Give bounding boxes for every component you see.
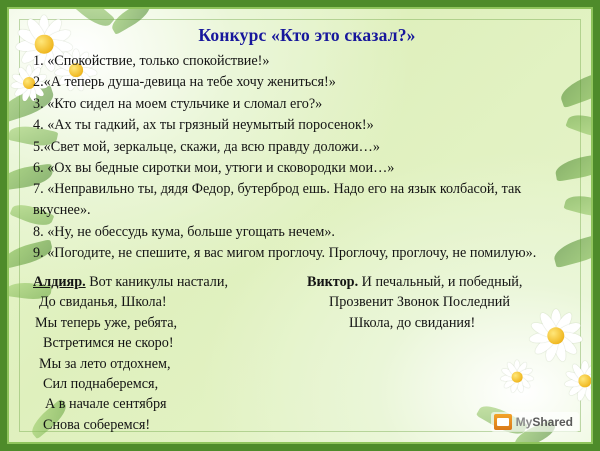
quote-item: 2.«А теперь душа-девица на тебе хочу жениться!» <box>33 74 336 91</box>
dialog-line: Встретимся не скоро! <box>43 335 174 352</box>
dialog-line: Мы теперь уже, ребята, <box>35 314 178 331</box>
dialog-column-right <box>307 272 581 436</box>
speaker-name-left: Алдияр. <box>33 273 86 290</box>
quote-list <box>33 51 581 264</box>
watermark-label <box>516 415 573 429</box>
dialog-line: Вот каникулы настали, <box>89 273 229 290</box>
quote-item: 5.«Свет мой, зеркальце, скажи, да всю правду доложи…» <box>33 138 380 155</box>
watermark-my: My <box>515 415 533 429</box>
slide-content <box>33 25 581 435</box>
quote-item: 3. «Кто сидел на моем стульчике и сломал его?» <box>33 95 323 112</box>
quote-item: 1. «Спокойствие, только спокойствие!» <box>33 53 270 69</box>
dialog-first-line-right <box>307 272 581 292</box>
quote-item: 4. «Ах ты гадкий, ах ты грязный неумытый поросенок!» <box>33 117 374 134</box>
dialog-line: И печальный, и победный, <box>361 273 523 290</box>
dialog-line: А в начале сентября <box>45 396 167 413</box>
quote-item: 8. «Ну, не обессудь кума, больше угощать нечем». <box>33 223 335 240</box>
dialog-column-left <box>33 272 307 436</box>
myshared-logo-icon <box>494 414 512 430</box>
quote-item: 9. «Погодите, не спешите, я вас мигом проглочу. Проглочу, проглочу, не помилую». <box>33 244 537 261</box>
watermark-shared: Shared <box>532 415 573 429</box>
dialog-line: Прозвенит Звонок Последний <box>329 294 510 311</box>
quote-item: 6. «Ох вы бедные сиротки мои, утюги и сковородки мои…» <box>33 159 395 176</box>
dialog-line: Снова соберемся! <box>43 416 151 433</box>
dialog-line: Сил поднаберемся, <box>43 375 159 392</box>
dialog-line: До свиданья, Школа! <box>39 294 167 311</box>
dialog-first-line-left <box>33 272 307 292</box>
dialog-line: Школа, до свидания! <box>349 314 476 331</box>
quote-item: 7. «Неправильно ты, дядя Федор, бутерброд ешь. Надо его на язык колбасой, так вкуснее». <box>33 181 522 219</box>
dialog-block <box>33 272 581 436</box>
watermark <box>491 412 579 432</box>
dialog-line: Мы за лето отдохнем, <box>39 355 171 372</box>
speaker-name-right: Виктор. <box>307 273 359 290</box>
slide-title: Конкурс «Кто это сказал?» <box>198 25 416 45</box>
